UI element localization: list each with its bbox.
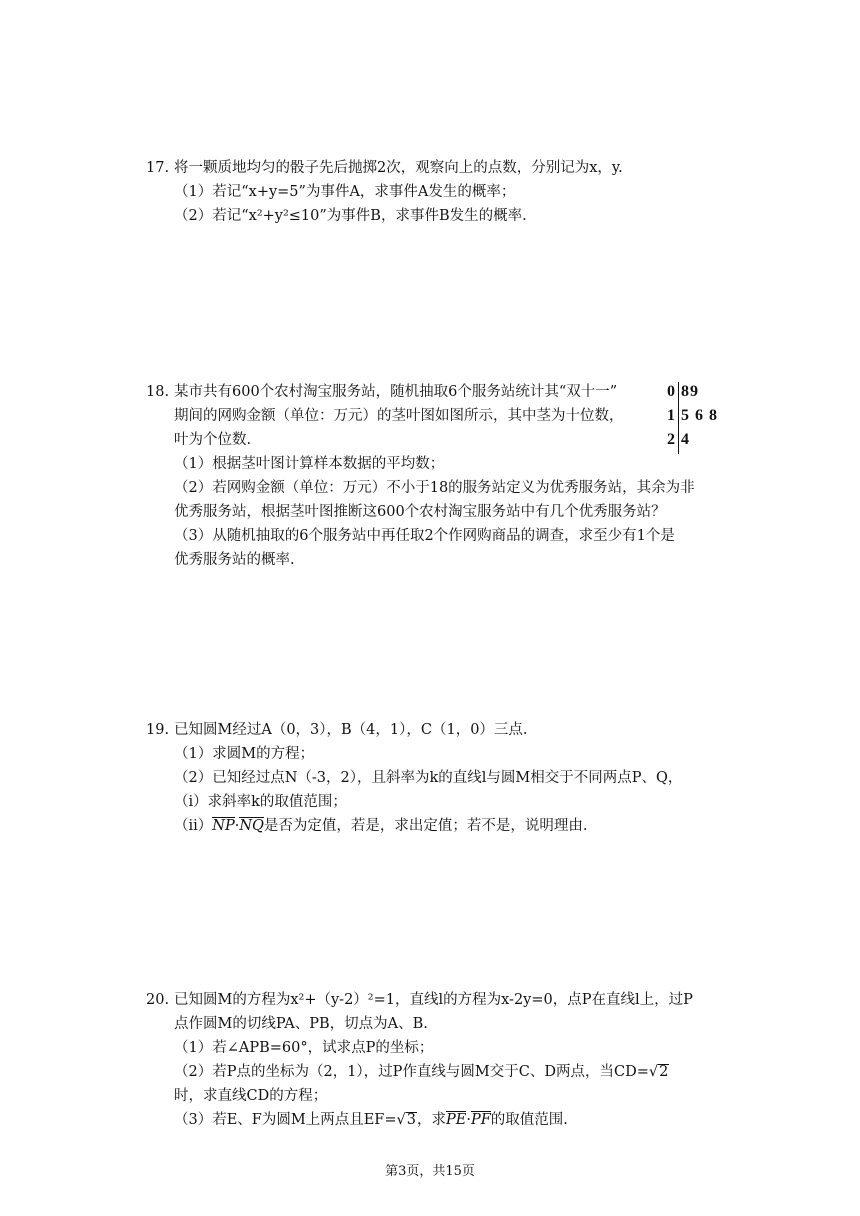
question-18 (146, 380, 726, 572)
sub-question-2: （2）已知经过点N（-3，2），且斜率为k的直线l与圆M相交于不同两点P、Q， (174, 770, 683, 786)
vector-pf: PF (470, 1112, 491, 1128)
sub-question-2-i: （ⅰ）求斜率k的取值范围； (174, 794, 347, 810)
sqrt-symbol: √ (396, 1112, 406, 1128)
sqrt-symbol: √ (648, 1064, 659, 1080)
stem-leaf-plot (662, 380, 718, 452)
sub-question-2: （2）若记“x²+y²≤10”为事件B，求事件B发生的概率. (174, 208, 527, 224)
sub-question-2-cont: 时，求直线CD的方程； (174, 1088, 328, 1104)
question-number: 20. (146, 992, 170, 1008)
question-stem-cont: 期间的网购金额（单位：万元）的茎叶图如图所示，其中茎为十位数， (174, 408, 624, 424)
stem-value: 2 (667, 431, 675, 448)
sub-question-1: （1）求圆M的方程； (174, 746, 315, 762)
sub-question-3: （3）若E、F为圆M上两点且EF=√3，求PE·PF的取值范围. (174, 1112, 568, 1128)
question-stem-cont: 点作圆M的切线PA、PB，切点为A、B. (174, 1016, 428, 1032)
sub-question-1: （1）若记“x+y=5”为事件A，求事件A发生的概率； (174, 184, 516, 200)
sub-question-3-cont: 优秀服务站的概率. (174, 552, 295, 568)
question-number: 17. (146, 160, 170, 176)
stem-value: 1 (667, 407, 675, 424)
vector-nq: NQ (239, 818, 264, 834)
stem-leaf-divider (678, 382, 679, 454)
stem-value: 0 (667, 383, 675, 400)
leaf-values: 89 (681, 383, 699, 400)
stem-leaf-row (662, 404, 718, 428)
sub-question-2-ii: （ⅱ）NP·NQ是否为定值，若是，求出定值；若不是，说明理由. (174, 818, 588, 834)
dot-operator: · (466, 1112, 471, 1128)
question-20 (146, 988, 726, 1132)
question-stem: 已知圆M经过A（0，3），B（4，1），C（1，0）三点. (174, 722, 528, 738)
dot-operator: · (234, 818, 240, 834)
leaf-values: 4 (681, 431, 690, 448)
question-number: 18. (146, 384, 170, 400)
sub-question-1: （1）若∠APB=60°，试求点P的坐标； (174, 1040, 434, 1056)
leaf-values: 5 6 8 (681, 407, 718, 424)
question-17 (146, 156, 726, 228)
vector-np: NP (212, 818, 235, 834)
sub-question-2: （2）若P点的坐标为（2，1），过P作直线与圆M交于C、D两点，当CD=√2 (174, 1064, 669, 1080)
sub-question-1: （1）根据茎叶图计算样本数据的平均数； (174, 456, 445, 472)
sub-question-2-cont: 优秀服务站，根据茎叶图推断这600个农村淘宝服务站中有几个优秀服务站？ (174, 504, 666, 520)
question-19 (146, 718, 726, 838)
question-number: 19. (146, 722, 170, 738)
sub-question-2: （2）若网购金额（单位：万元）不小于18的服务站定义为优秀服务站，其余为非 (174, 480, 695, 496)
sqrt-radicand: 2 (659, 1064, 669, 1080)
page-footer: 第3页，共15页 (385, 1164, 475, 1179)
question-stem-cont: 叶为个位数. (174, 432, 252, 448)
stem-leaf-row (662, 428, 718, 452)
sub-question-3: （3）从随机抽取的6个服务站中再任取2个作网购商品的调查，求至少有1个是 (174, 528, 675, 544)
sqrt-radicand: 3 (406, 1112, 416, 1128)
question-stem: 将一颗质地均匀的骰子先后抛掷2次，观察向上的点数，分别记为x，y. (174, 160, 623, 176)
question-stem: 某市共有600个农村淘宝服务站，随机抽取6个服务站统计其“双十一” (174, 384, 618, 400)
stem-leaf-row (662, 380, 718, 404)
question-stem: 已知圆M的方程为x²+（y-2）²=1，直线l的方程为x-2y=0，点P在直线l上，过P (174, 992, 693, 1008)
vector-pe: PE (446, 1112, 467, 1128)
